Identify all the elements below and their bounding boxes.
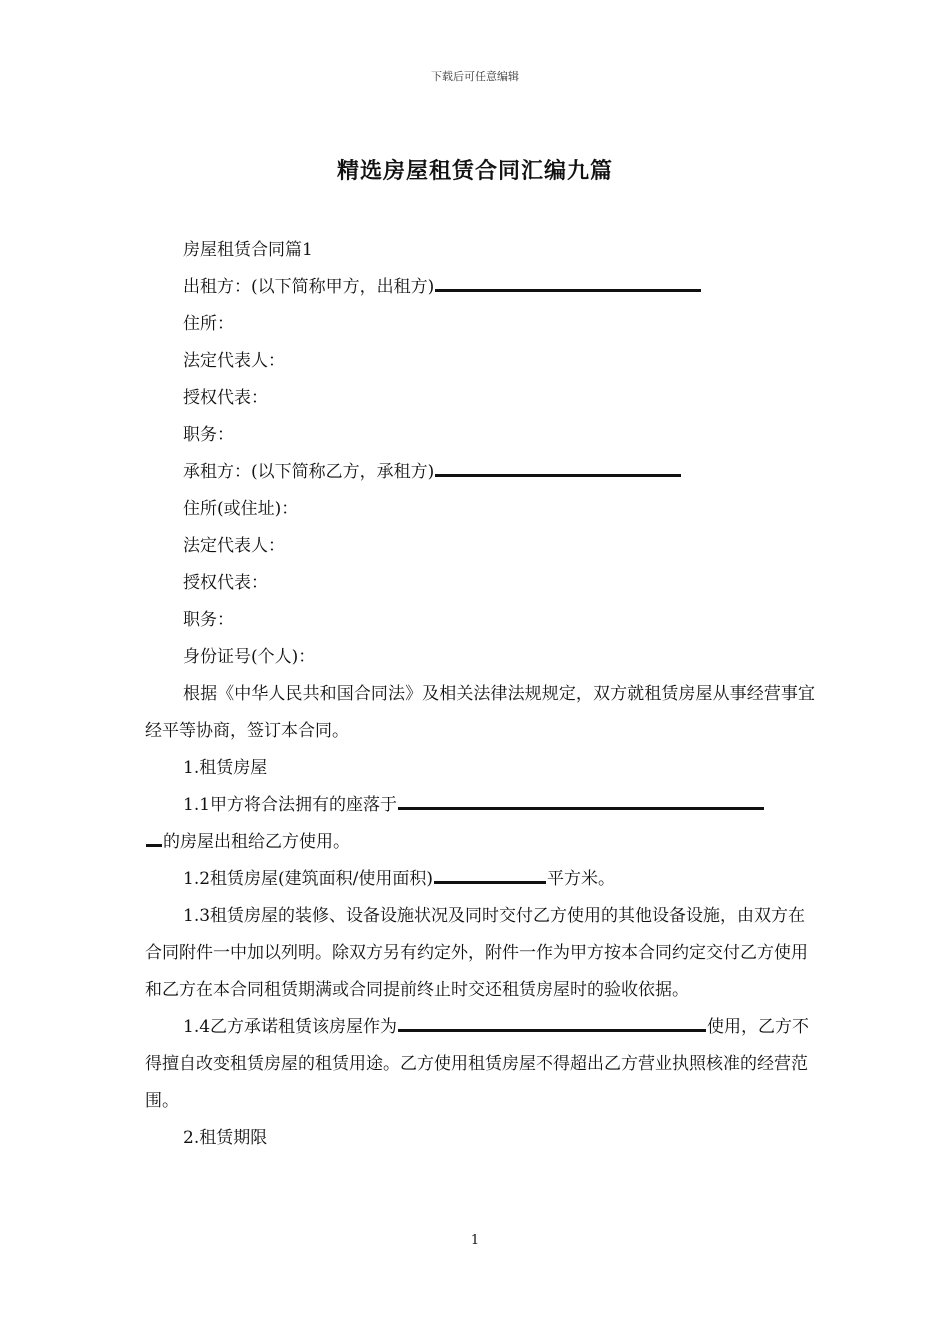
- lessee-auth-rep: 授权代表：: [183, 573, 268, 593]
- lessee-label: 承租方：(以下简称乙方，承租方): [183, 462, 435, 482]
- lessor-label: 出租方：(以下简称甲方，出租方): [183, 277, 435, 297]
- clause-1-4: [145, 1009, 815, 1120]
- lessee-line: [145, 454, 815, 491]
- clause-1-1-blank-cont: [146, 830, 162, 847]
- clause-1-1-blank: [398, 793, 764, 810]
- lessor-position: 职务：: [183, 425, 234, 445]
- contract-heading: 房屋租赁合同篇1: [183, 240, 313, 260]
- clause-1-1-text-a: 1.1甲方将合法拥有的座落于: [183, 795, 398, 815]
- clause-1-3: 1.3租赁房屋的装修、设备设施状况及同时交付乙方使用的其他设备设施，由双方在合同附件一中加以列明。除双方另有约定外，附件一作为甲方按本合同约定交付乙方使用和乙方在本合同租赁期满或合同提前终止时交还租赁房屋时的验收依据。: [145, 906, 808, 1000]
- clause-1-1-line2: [145, 824, 815, 861]
- clause-1-2-blank: [434, 867, 546, 884]
- header-note: 下载后可任意编辑: [431, 70, 519, 83]
- section-2-title: 2.租赁期限: [183, 1128, 268, 1148]
- clause-1-4-text-b: 使用，乙方不得擅自改变租赁房屋的租赁用途。乙方使用租赁房屋不得超出乙方营业执照核准的经营范围。: [145, 1017, 810, 1111]
- document-body: [145, 232, 815, 1157]
- lessee-blank: [435, 460, 681, 477]
- clause-1-1-line1: [145, 787, 815, 824]
- document-title: 精选房屋租赁合同汇编九篇: [336, 158, 613, 184]
- clause-1-4-text-a: 1.4乙方承诺租赁该房屋作为: [183, 1017, 398, 1037]
- clause-1-2-text-a: 1.2租赁房屋(建筑面积/使用面积): [183, 869, 434, 889]
- lessee-legal-rep: 法定代表人：: [183, 536, 285, 556]
- clause-1-2: [145, 861, 815, 898]
- section-1-title: 1.租赁房屋: [183, 758, 268, 778]
- lessee-address: 住所(或住址)：: [183, 499, 299, 519]
- lessor-address: 住所：: [183, 314, 234, 334]
- lessor-blank: [435, 275, 701, 292]
- clause-1-1-text-b: 的房屋出租给乙方使用。: [163, 832, 350, 852]
- clause-1-4-blank: [398, 1015, 706, 1032]
- lessor-legal-rep: 法定代表人：: [183, 351, 285, 371]
- lessee-id: 身份证号(个人)：: [183, 647, 316, 667]
- lessor-line: [145, 269, 815, 306]
- lessee-position: 职务：: [183, 610, 234, 630]
- lessor-auth-rep: 授权代表：: [183, 388, 268, 408]
- preamble-paragraph: 根据《中华人民共和国合同法》及相关法律法规规定，双方就租赁房屋从事经营事宜经平等协商，签订本合同。: [145, 684, 815, 741]
- page-number: 1: [470, 1233, 480, 1248]
- clause-1-2-text-b: 平方米。: [547, 869, 616, 889]
